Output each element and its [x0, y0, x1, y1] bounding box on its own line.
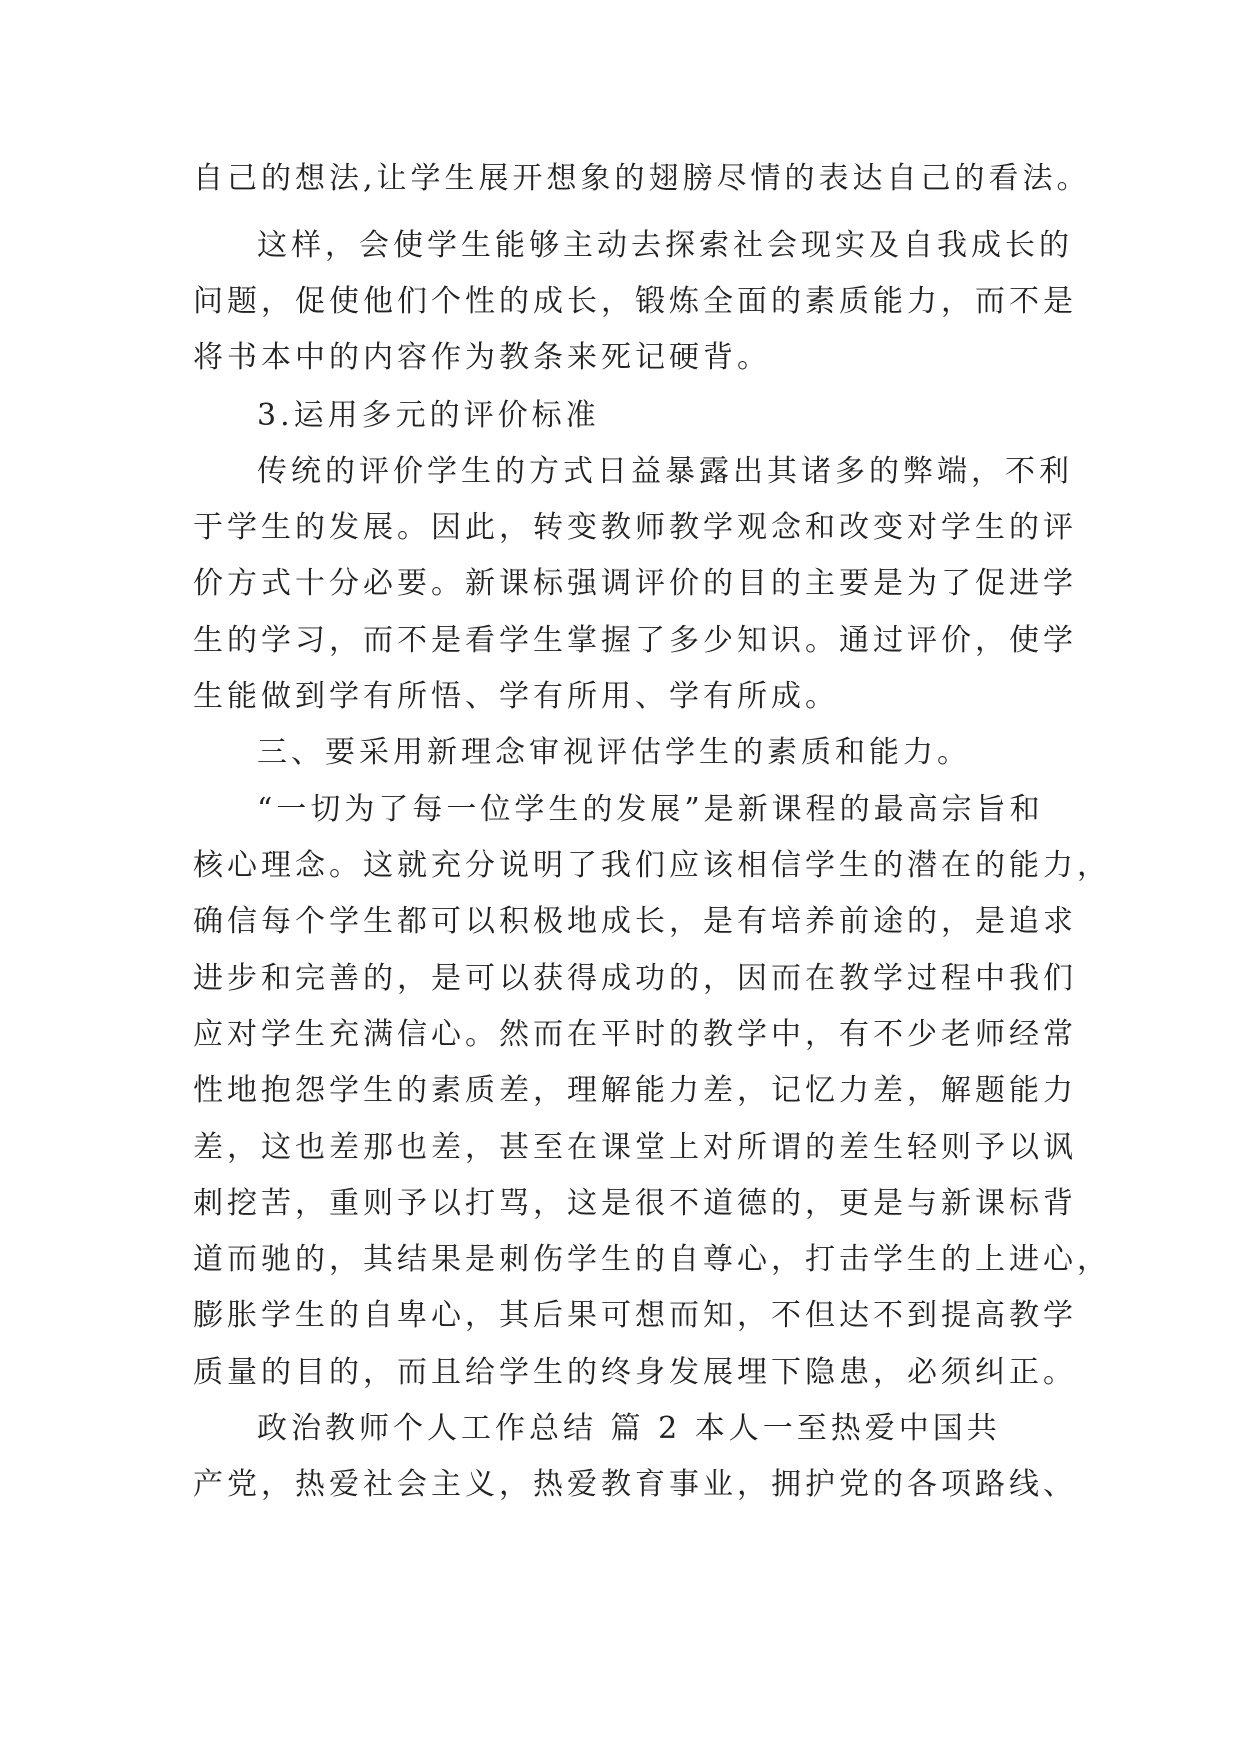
text-line: 刺挖苦，重则予以打骂，这是很不道德的，更是与新课标背	[193, 1186, 1077, 1221]
section-heading: 三、要采用新理念审视评估学生的素质和能力。	[257, 735, 971, 770]
text-line: 产党，热爱社会主义，热爱教育事业，拥护党的各项路线、	[193, 1467, 1077, 1502]
text-line: 膨胀学生的自卑心，其后果可想而知，不但达不到提高教学	[193, 1298, 1077, 1333]
text-line: 性地抱怨学生的素质差，理解能力差，记忆力差，解题能力	[193, 1073, 1077, 1108]
text-line: 自己的想法,让学生展开想象的翅膀尽情的表达自己的看法。	[193, 161, 1091, 196]
text-line: 道而驰的，其结果是刺伤学生的自尊心，打击学生的上进心，	[193, 1242, 1111, 1277]
text-line: 差，这也差那也差，甚至在课堂上对所谓的差生轻则予以讽	[193, 1130, 1077, 1165]
text-line: 生能做到学有所悟、学有所用、学有所成。	[193, 679, 839, 714]
text-line: 进步和完善的，是可以获得成功的，因而在教学过程中我们	[193, 961, 1077, 996]
text-line: 核心理念。这就充分说明了我们应该相信学生的潜在的能力，	[193, 848, 1111, 883]
text-line: 价方式十分必要。新课标强调评价的目的主要是为了促进学	[193, 566, 1077, 601]
text-line: 生的学习，而不是看学生掌握了多少知识。通过评价，使学	[193, 623, 1077, 658]
section-heading: 3.运用多元的评价标准	[257, 398, 600, 433]
text-line: 质量的目的，而且给学生的终身发展埋下隐患，必须纠正。	[193, 1355, 1077, 1390]
text-line: “一切为了每一位学生的发展”是新课程的最高宗旨和	[257, 792, 1044, 827]
text-line: 于学生的发展。因此，转变教师教学观念和改变对学生的评	[193, 510, 1077, 545]
text-line: 问题，促使他们个性的成长，锻炼全面的素质能力，而不是	[193, 284, 1077, 319]
text-line: 应对学生充满信心。然而在平时的教学中，有不少老师经常	[193, 1017, 1077, 1052]
text-line: 传统的评价学生的方式日益暴露出其诸多的弊端，不利	[257, 454, 1073, 489]
text-line: 确信每个学生都可以积极地成长，是有培养前途的，是追求	[193, 904, 1077, 939]
text-line: 这样，会使学生能够主动去探索社会现实及自我成长的	[257, 228, 1073, 263]
text-line: 将书本中的内容作为教条来死记硬背。	[193, 340, 771, 375]
section-title-line: 政治教师个人工作总结 篇 2 本人一至热爱中国共	[257, 1411, 1001, 1446]
